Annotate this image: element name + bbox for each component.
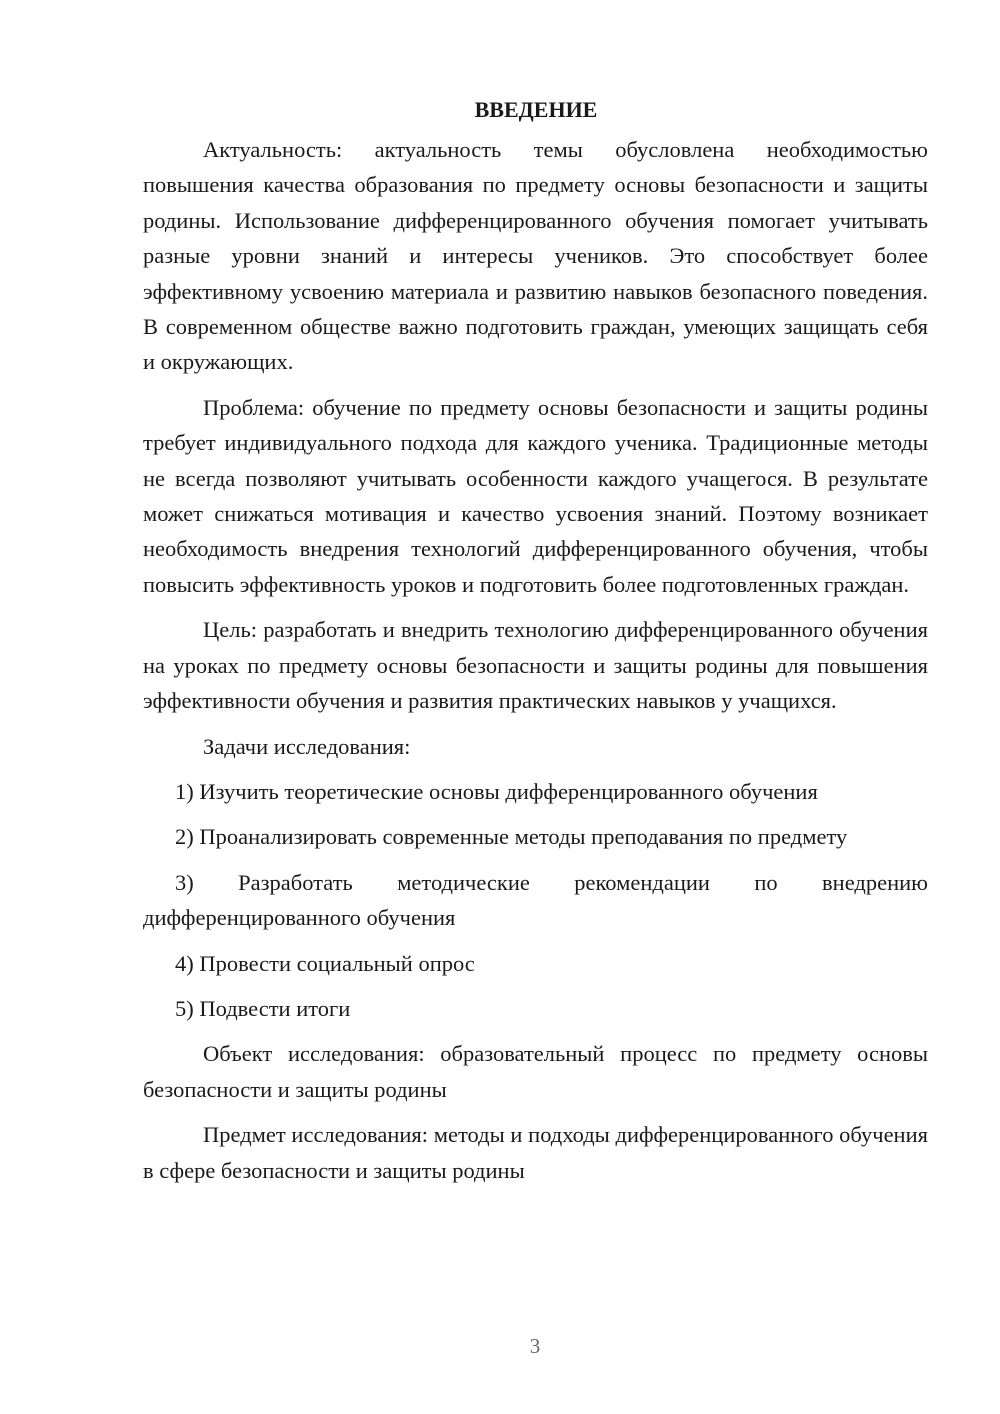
task-item-5: 5) Подвести итоги bbox=[175, 995, 351, 1021]
page-number: 3 bbox=[529, 1334, 541, 1358]
section-heading: ВВЕДЕНИЕ bbox=[474, 97, 598, 122]
task-item-1: 1) Изучить теоретические основы дифференцированного обучения bbox=[175, 778, 818, 804]
task-item-3: 3) Разработать методические рекомендации по внедрению дифференцированного обучения bbox=[143, 869, 928, 931]
task-item-2: 2) Проанализировать современные методы преподавания по предмету bbox=[175, 824, 848, 850]
tasks-title: Задачи исследования: bbox=[203, 733, 411, 759]
tasks-list bbox=[143, 774, 928, 1026]
task-item-4: 4) Провести социальный опрос bbox=[175, 950, 475, 976]
document-body bbox=[143, 92, 928, 1198]
subject-paragraph: Предмет исследования: методы и подходы дифференцированного обучения в сфере безопасности и защиты родины bbox=[143, 1122, 928, 1183]
relevance-paragraph: Актуальность: актуальность темы обусловлена необходимостью повышения качества образования по предмету основы безопасности и защиты родины. Использование дифференцированного обучения помогает учитывать разные уровни знаний и интересы учеников. Это способствует более эффективному усвоению материала и развитию навыков безопасного поведения. В современном обществе важно подготовить граждан, умеющих защищать себя и окружающих. bbox=[143, 137, 928, 375]
goal-paragraph: Цель: разработать и внедрить технологию дифференцированного обучения на уроках по предмету основы безопасности и защиты родины для повышения эффективности обучения и развития практических навыков у учащихся. bbox=[143, 617, 928, 714]
problem-paragraph: Проблема: обучение по предмету основы безопасности и защиты родины требует индивидуального подхода для каждого ученика. Традиционные методы не всегда позволяют учитывать особенности каждого учащегося. В результате может снижаться мотивация и качество усвоения знаний. Поэтому возникает необходимость внедрения технологий дифференцированного обучения, чтобы повысить эффективность уроков и подготовить более подготовленных граждан. bbox=[143, 394, 928, 597]
object-paragraph: Объект исследования: образовательный процесс по предмету основы безопасности и защиты родины bbox=[143, 1041, 928, 1102]
